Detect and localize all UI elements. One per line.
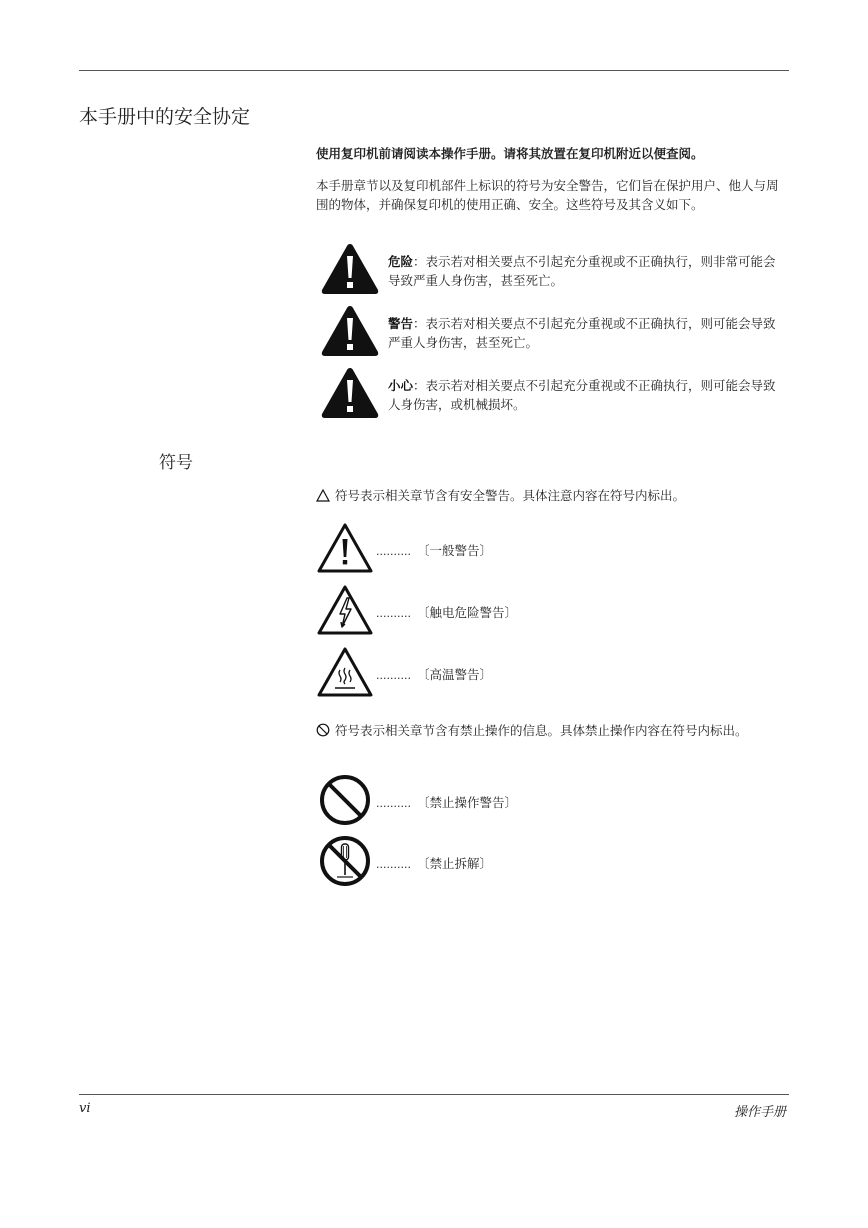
leader-dots: .......... (376, 797, 411, 810)
symbol-electric-label (376, 603, 517, 621)
symbol-electric-hazard (317, 584, 717, 638)
outline-triangle-icon (316, 489, 330, 502)
leader-dots: .......... (376, 669, 411, 682)
symbol-disassembly-label (376, 854, 492, 872)
hazard-caution-desc: ：表示若对相关要点不引起充分重视或不正确执行，则可能会导致人身伤害，或机械损坏。 (388, 378, 776, 412)
hazard-danger-label: 危险 (388, 254, 414, 269)
leader-dots: .......... (376, 545, 411, 558)
leader-dots: .......... (376, 607, 411, 620)
prohibited-action-label: 〔禁止操作警告〕 (416, 795, 517, 810)
symbol-general-warning (317, 522, 717, 576)
hazard-danger (320, 242, 790, 297)
prohibited-action-icon (317, 774, 373, 828)
header-rule (79, 70, 789, 71)
caution-triangle-icon (320, 366, 380, 420)
hazard-caution-label: 小心 (388, 378, 414, 393)
triangle-note (316, 486, 789, 505)
hazard-danger-desc: ：表示若对相关要点不引起充分重视或不正确执行，则非常可能会导致严重人身伤害，甚至死亡。 (388, 254, 776, 288)
electric-hazard-icon (317, 584, 373, 636)
prohibit-note-text: 符号表示相关章节含有禁止操作的信息。具体禁止操作内容在符号内标出。 (335, 723, 748, 738)
no-disassembly-icon (317, 835, 373, 889)
description-text: 本手册章节以及复印机部件上标识的符号为安全警告，它们旨在保护用户、他人与周围的物体，并确保复印机的使用正确、安全。这些符号及其含义如下。 (316, 178, 779, 212)
hazard-warning-text (388, 314, 788, 352)
symbols-heading: 符号 (159, 453, 193, 473)
prohibit-mini-icon (316, 723, 330, 737)
symbol-no-disassembly (317, 835, 717, 889)
manual-name: 操作手册 (733, 1105, 786, 1120)
hazard-caution (320, 366, 790, 421)
symbol-prohibited-action (317, 774, 717, 828)
general-warning-icon (317, 522, 373, 574)
hazard-warning (320, 304, 790, 359)
danger-triangle-icon (320, 242, 380, 296)
high-temperature-icon (317, 646, 373, 698)
page-number: vi (79, 1101, 91, 1116)
hazard-warning-desc: ：表示若对相关要点不引起充分重视或不正确执行，则可能会导致严重人身伤害，甚至死亡。 (388, 316, 776, 350)
footer-rule (79, 1094, 789, 1095)
intro-text: 使用复印机前请阅读本操作手册。请将其放置在复印机附近以便查阅。 (316, 146, 704, 161)
leader-dots: .......... (376, 858, 411, 871)
warning-triangle-icon (320, 304, 380, 358)
hazard-caution-text (388, 376, 788, 414)
symbol-high-temperature (317, 646, 717, 700)
general-warning-label: 〔一般警告〕 (416, 543, 492, 558)
high-temperature-label: 〔高温警告〕 (416, 667, 492, 682)
hazard-danger-text (388, 252, 788, 290)
electric-hazard-label: 〔触电危险警告〕 (416, 605, 517, 620)
symbol-general-label (376, 541, 492, 559)
symbol-hot-label (376, 665, 492, 683)
page-title: 本手册中的安全协定 (79, 106, 251, 128)
symbol-prohibit-label (376, 793, 517, 811)
hazard-warning-label: 警告 (388, 316, 414, 331)
no-disassembly-label: 〔禁止拆解〕 (416, 856, 492, 871)
prohibit-note (316, 721, 789, 740)
triangle-note-text: 符号表示相关章节含有安全警告。具体注意内容在符号内标出。 (335, 488, 686, 503)
